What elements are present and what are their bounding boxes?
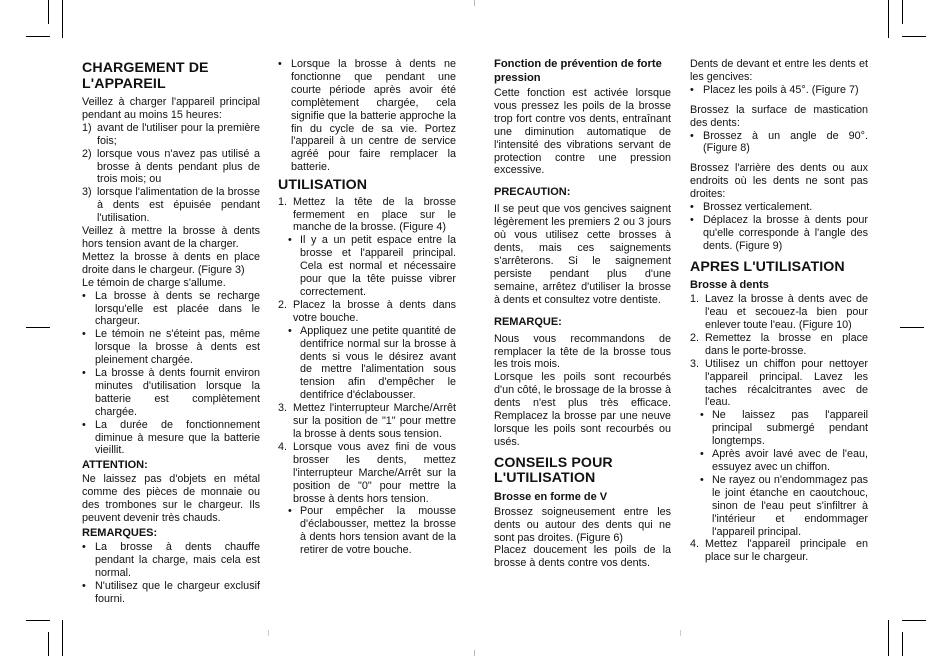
heading-brosse-a-dents: Brosse à dents bbox=[690, 279, 769, 292]
step-item: 2. Placez la brosse à dents dans votre bouche. bbox=[278, 298, 456, 324]
paragraph: Placez doucement les poils de la brosse à dents contre vos dents. bbox=[494, 544, 671, 570]
heading-attention: ATTENTION: bbox=[82, 459, 148, 472]
step-item: 2. Remettez la brosse en place dans le porte-brosse. bbox=[690, 331, 868, 357]
paragraph: Ne laissez pas d'objets en métal comme des pièces de monnaie ou des trombones sur le chargeur. Ils peuvent devenir très chauds. bbox=[82, 473, 260, 525]
crop-mark-mr bbox=[900, 327, 924, 328]
crop-mark-tl-h bbox=[26, 36, 50, 37]
crop-mark-bl-v bbox=[48, 632, 49, 656]
heading-chargement: CHARGEMENT DE L'APPAREIL bbox=[82, 60, 209, 92]
paragraph: Veillez à mettre la brosse à dents hors tension avant de la charger. bbox=[82, 225, 260, 250]
heading-apres: APRES L'UTILISATION bbox=[690, 258, 845, 275]
column-3 bbox=[494, 58, 671, 570]
paragraph: Brossez soigneusement entre les dents ou autour des dents qui ne sont pas droites. (Figure 6) bbox=[494, 505, 671, 544]
paragraph: Le témoin de charge s'allume. bbox=[82, 276, 226, 289]
heading-remarques: REMARQUES: bbox=[82, 527, 158, 539]
heading-brosse-v: Brosse en forme de V bbox=[494, 490, 608, 503]
heading-conseils: CONSEILS POUR L'UTILISATION bbox=[494, 454, 613, 487]
fold-tick-bottom bbox=[474, 650, 475, 656]
bullet-item: • N'utilisez que le chargeur exclusif fourni. bbox=[82, 579, 260, 605]
heading-utilisation: UTILISATION bbox=[278, 177, 368, 194]
tick-2 bbox=[680, 630, 681, 636]
crop-mark-tl-v2 bbox=[62, 0, 63, 38]
column-4 bbox=[690, 58, 868, 564]
heading-prevention: Fonction de prévention de forte pression bbox=[494, 58, 662, 84]
heading-precaution: PRECAUTION: bbox=[494, 186, 571, 199]
step-item: 3. Mettez l'interrupteur Marche/Arrêt sur la position de "1" pour mettre la brosse à dents sous tension. bbox=[278, 402, 456, 440]
sub-bullet-item: • Il y a un petit espace entre la brosse et l'appareil principal. Cela est normal et nécessaire pour que la tête puisse vibrer correctement. bbox=[288, 234, 456, 298]
step-item: 1. Mettez la tête de la brosse fermement en place sur le manche de la brosse. (Figure 4) bbox=[278, 195, 456, 234]
crop-mark-ml bbox=[26, 327, 50, 328]
sub-bullet-item: • Ne rayez ou n'endommagez pas le joint étanche en caoutchouc, sinon de l'eau peut s'infiltrer à l'intérieur et endommager l'appareil principal. bbox=[700, 473, 868, 538]
sub-bullet-item: • Après avoir lavé avec de l'eau, essuyez avec un chiffon. bbox=[700, 448, 868, 473]
crop-mark-br-v bbox=[888, 620, 889, 656]
column-1 bbox=[82, 58, 260, 606]
paragraph: Brossez la surface de mastication des dents: bbox=[690, 103, 868, 129]
paragraph: Veillez à charger l'appareil principal pendant au moins 15 heures: bbox=[82, 96, 260, 121]
paragraph: Cette fonction est activée lorsque vous pressez les poils de la brosse trop fort contre vos dents, entraînant une diminution automatique de l'intensité des vibrations servant de protection contre une pression excessive. bbox=[494, 87, 671, 177]
paragraph: Lorsque les poils sont recourbés d'un côté, le brossage de la brosse à dents n'est plus très efficace. Remplacez la brosse par une neuve lorsque les poils sont recourbés ou usés. bbox=[494, 371, 671, 448]
bullet-item: • Lorsque la brosse à dents ne fonctionne que pendant une courte période après avoir été complètement chargée, cela signifie que la batterie approche la fin du cycle de sa vie. Portez l'appareil à un centre de service agréé pour faire remplacer la batterie. bbox=[278, 58, 456, 174]
sub-bullet-item: • Ne laissez pas l'appareil principal submergé pendant longtemps. bbox=[700, 409, 868, 448]
crop-mark-tl-v bbox=[48, 0, 49, 24]
paragraph: Brossez l'arrière des dents ou aux endroits où les dents ne sont pas droites: bbox=[690, 162, 868, 201]
crop-mark-br-h bbox=[902, 620, 926, 621]
step-item: 4. Lorsque vous avez fini de vous brosser les dents, mettez l'interrupteur Marche/Arrêt sur la position de "0" pour mettre la brosse à dents hors tension. bbox=[278, 440, 456, 505]
crop-mark-tr-h bbox=[902, 36, 926, 37]
paragraph: Mettez la brosse à dents en place droite dans le chargeur. (Figure 3) bbox=[82, 250, 260, 276]
step-item: 1. Lavez la brosse à dents avec de l'eau et secouez-la bien pour enlever toute l'eau. (Figure 10) bbox=[690, 293, 868, 331]
step-item: 3. Utilisez un chiffon pour nettoyer l'appareil principal. Lavez les taches récalcitrantes avec de l'eau. bbox=[690, 357, 868, 409]
paragraph: Nous vous recommandons de remplacer la tête de la brosse tous les trois mois. bbox=[494, 332, 671, 371]
list-item: 3) lorsque l'alimentation de la brosse à dents est épuisée pendant l'utilisation. bbox=[82, 186, 260, 225]
heading-remarque: REMARQUE: bbox=[494, 315, 562, 328]
bullet-item: • Brossez verticalement. bbox=[690, 201, 813, 214]
list-item: 1) avant de l'utiliser pour la première fois; bbox=[82, 121, 260, 147]
list-item: 2) lorsque vous n'avez pas utilisé a brosse à dents pendant plus de trois mois; ou bbox=[82, 147, 260, 186]
sub-bullet-item: • Appliquez une petite quantité de dentifrice normal sur la brosse à dents si vous le désirez avant de mettre l'alimentation sous tension afin d'empêcher le dentifrice d'éclabousser. bbox=[288, 324, 456, 402]
fold-tick-top bbox=[474, 0, 475, 6]
bullet-item: • Placez les poils à 45°. (Figure 7) bbox=[690, 83, 859, 96]
paragraph: Il se peut que vos gencives saignent légèrement les premiers 2 ou 3 jours où vous utilisez cette brosses à dents, mais ces saignements s'arrêterons. Si le saignement persiste pendant plus d'une semaine, arrêtez d'utiliser la brosse à dents et consultez votre dentiste. bbox=[494, 203, 671, 306]
bullet-item: • La brosse à dents fournit environ minutes d'utilisation lorsque la batterie est complètement chargée. bbox=[82, 367, 260, 418]
tick-1 bbox=[268, 630, 269, 636]
crop-mark-br-v2 bbox=[902, 632, 903, 656]
paragraph: Dents de devant et entre les dents et les gencives: bbox=[690, 58, 868, 83]
bullet-item: • Déplacez la brosse à dents pour qu'elle corresponde à l'angle des dents. (Figure 9) bbox=[690, 213, 868, 252]
crop-mark-tr-v2 bbox=[902, 0, 903, 24]
step-item: 4. Mettez l'appareil principale en place sur le chargeur. bbox=[690, 538, 868, 564]
crop-mark-bl-h bbox=[26, 620, 50, 621]
crop-mark-bl-v2 bbox=[62, 620, 63, 656]
column-2 bbox=[278, 58, 456, 557]
bullet-item: • Le témoin ne s'éteint pas, même lorsque la brosse à dents est pleinement chargée. bbox=[82, 328, 260, 367]
bullet-item: • La brosse à dents se recharge lorsqu'elle est placée dans le chargeur. bbox=[82, 289, 260, 328]
bullet-item: • La brosse à dents chauffe pendant la charge, mais cela est normal. bbox=[82, 541, 260, 579]
bullet-item: • La durée de fonctionnement diminue à mesure que la batterie vieillit. bbox=[82, 418, 260, 457]
crop-mark-tr-v bbox=[888, 0, 889, 38]
bullet-item: • Brossez à un angle de 90°. (Figure 8) bbox=[690, 129, 868, 155]
sub-bullet-item: • Pour empêcher la mousse d'éclabousser, mettez la brosse à dents hors tension avant de la retirer de votre bouche. bbox=[288, 505, 456, 557]
